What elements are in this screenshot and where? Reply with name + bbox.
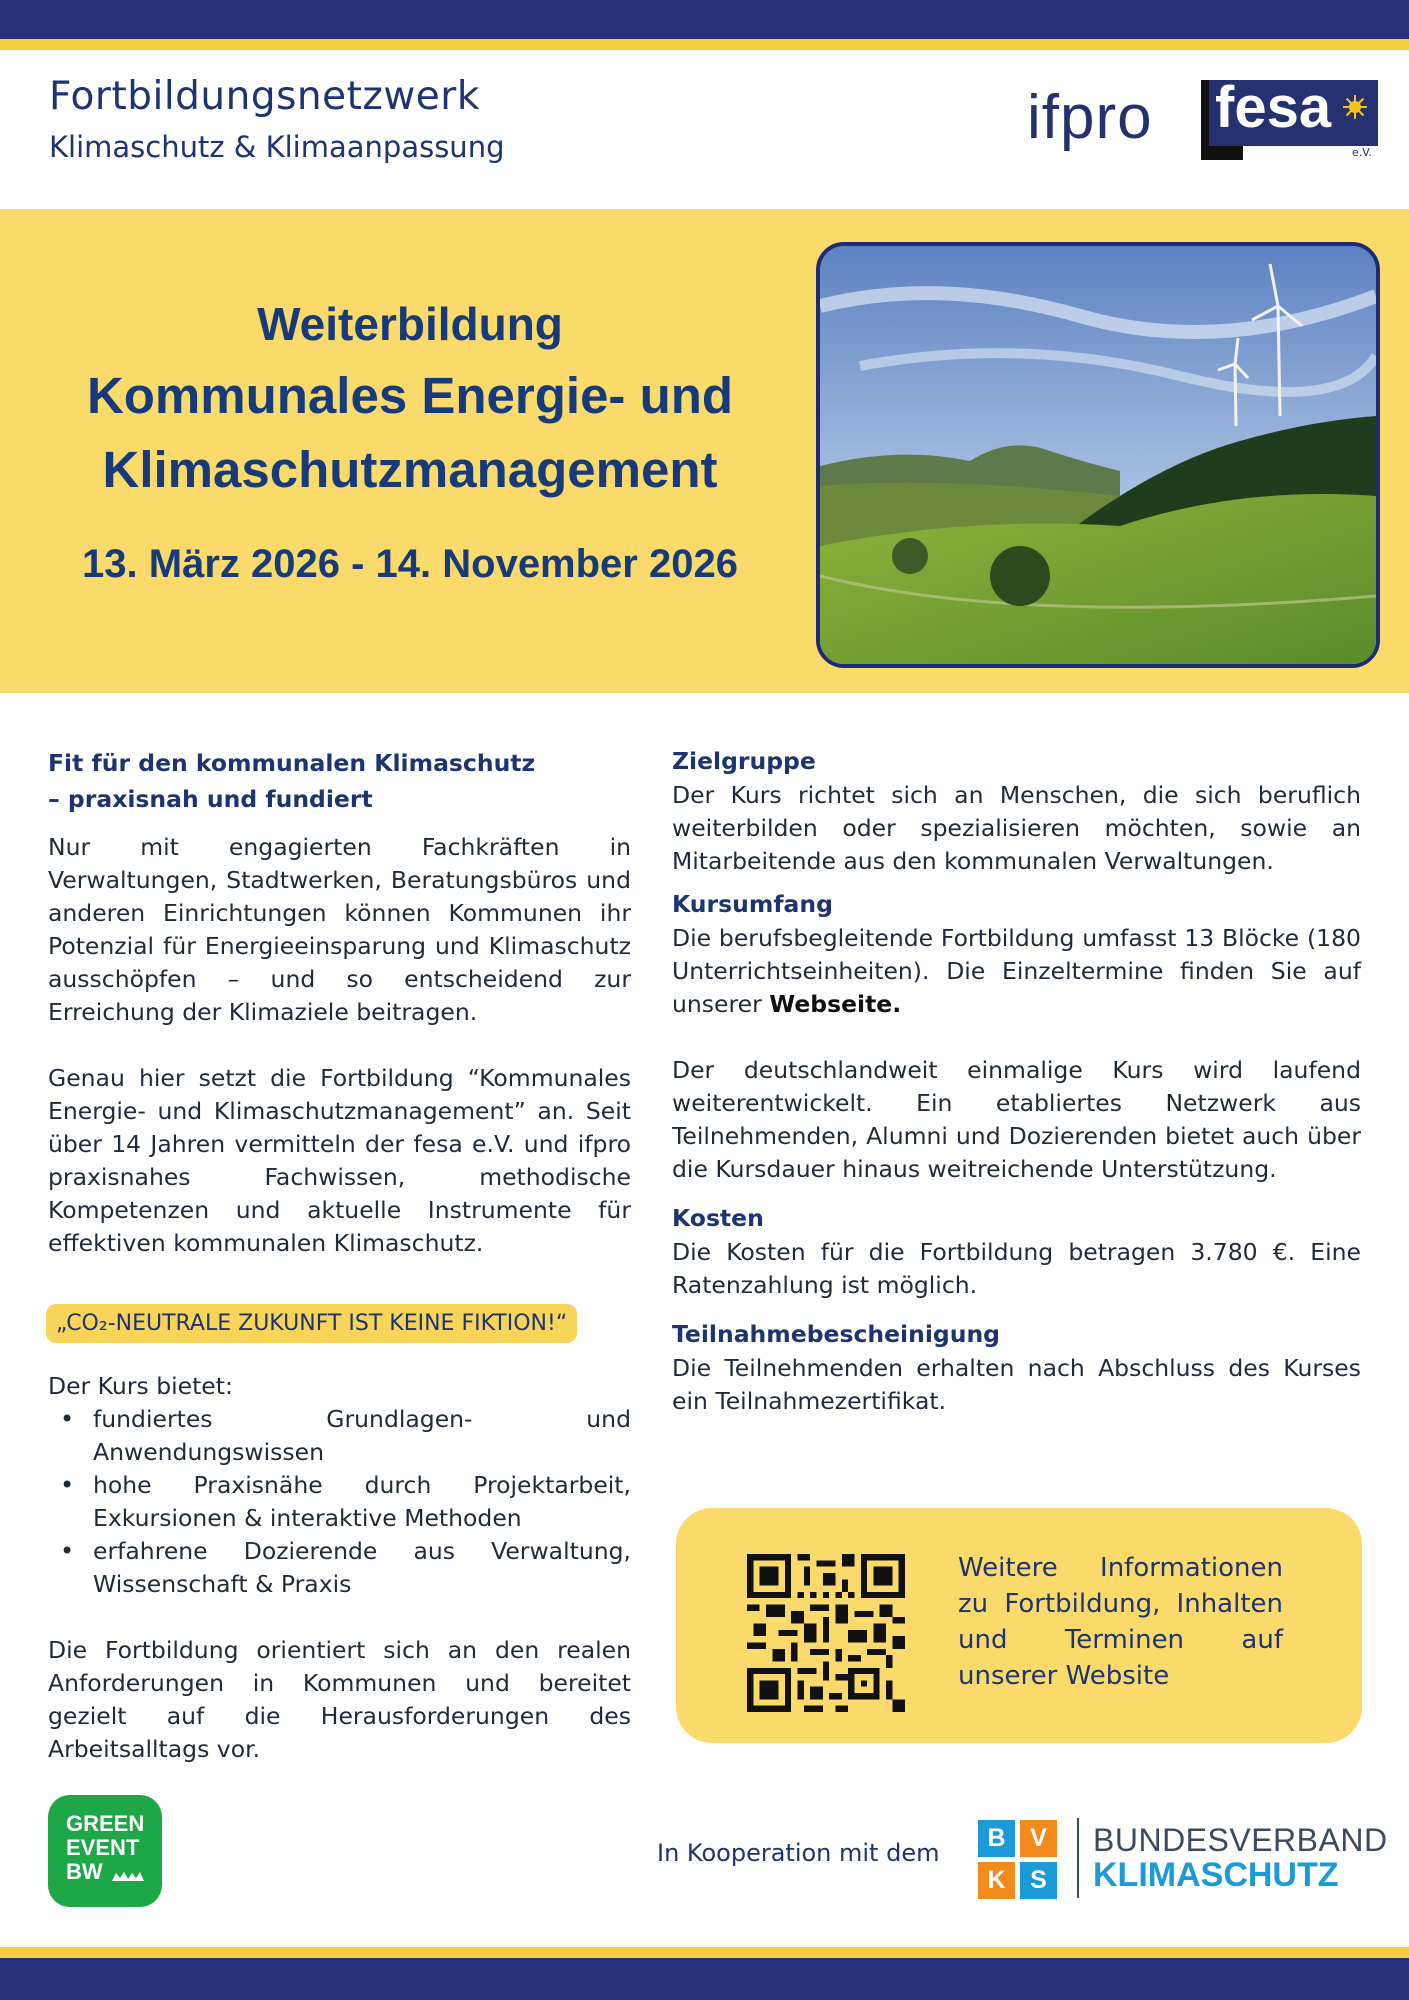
left-column bbox=[48, 745, 631, 1260]
cost-text: Die Kosten für die Fortbildung betragen 3.780 €. Eine Ratenzahlung ist möglich. bbox=[672, 1238, 1361, 1299]
network-text: Der deutschlandweit einmalige Kurs wird laufend weiterentwickelt. Ein etabliertes Netzwerk aus Teilnehmenden, Alumni und Dozierenden bietet auch über die Kursdauer hinaus weitreichende Unterstützung. bbox=[672, 1056, 1361, 1183]
target-text: Der Kurs richtet sich an Menschen, die sich beruflich weiterbilden oder spezialisieren möchten, sowie an Mitarbeitende aus den kommunalen Verwaltungen. bbox=[672, 781, 1361, 875]
intro-paragraph: Nur mit engagierten Fachkräften in Verwaltungen, Stadtwerken, Beratungsbüros und anderen Einrichtungen können Kommunen ihr Potenzial für Energieeinsparung und Klimaschutz ausschöpfen – und so entscheidend zur Erreichung der Klimaziele beitragen. bbox=[48, 833, 631, 1026]
bvks-divider bbox=[1077, 1818, 1079, 1898]
offers-list bbox=[48, 1403, 631, 1601]
lions-icon bbox=[110, 1869, 146, 1883]
more-info-text: Weitere Informationen zu Fortbildung, Inhalten und Terminen auf unserer Website bbox=[958, 1553, 1283, 1691]
ifpro-logo: ifpro bbox=[1027, 83, 1153, 152]
wind-turbine-landscape-image bbox=[820, 246, 1376, 664]
green-event-line-3: BW bbox=[66, 1859, 103, 1884]
target-heading: Zielgruppe bbox=[672, 747, 816, 775]
fesa-ev-label: e.V. bbox=[1352, 146, 1372, 159]
closing-paragraph: Die Fortbildung orientiert sich an den realen Anforderungen in Kommunen und bereitet gezielt auf die Herausforderungen des Arbeitsalltags vor. bbox=[48, 1636, 631, 1763]
landscape-photo bbox=[816, 242, 1380, 668]
scope-heading: Kursumfang bbox=[672, 890, 833, 918]
scope-text: Die berufsbegleitende Fortbildung umfasst 13 Blöcke (180 Unterrichtseinheiten). Die Einzeltermine finden Sie auf unserer bbox=[672, 924, 1361, 1018]
bvks-letter-v: V bbox=[1020, 1820, 1057, 1857]
green-event-bw-logo bbox=[48, 1795, 162, 1907]
offer-item: • erfahrene Dozierende aus Verwaltung, Wissenschaft & Praxis bbox=[48, 1535, 631, 1601]
bvks-name-line-2: KLIMASCHUTZ bbox=[1093, 1856, 1339, 1894]
hero-line-3: Klimaschutzmanagement bbox=[102, 441, 718, 498]
intro-heading-2: – praxisnah und fundiert bbox=[48, 785, 373, 813]
network-title: Fortbildungsnetzwerk bbox=[49, 74, 480, 119]
cost-heading: Kosten bbox=[672, 1204, 764, 1232]
offer-item: • fundiertes Grundlagen- und Anwendungswissen bbox=[48, 1403, 631, 1469]
slogan-badge: „CO₂-NEUTRALE ZUKUNFT IST KEINE FIKTION!“ bbox=[46, 1304, 577, 1343]
scope-paragraph bbox=[672, 922, 1361, 1021]
certificate-heading: Teilnahmebescheinigung bbox=[672, 1320, 1000, 1348]
course-dates: 13. März 2026 - 14. November 2026 bbox=[82, 542, 738, 586]
green-event-line-1: GREEN bbox=[66, 1811, 145, 1836]
hero-line-2: Kommunales Energie- und bbox=[86, 367, 734, 424]
course-description: Genau hier setzt die Fortbildung “Kommunales Energie- und Klimaschutzmanagement” an. Seit über 14 Jahren vermitteln der fesa e.V. und ifpro praxisnahes Fachwissen, methodische Kompetenzen und aktuelle Instrumente für effektiven kommunalen Klimaschutz. bbox=[48, 1064, 631, 1257]
bottom-stripe bbox=[0, 1947, 1409, 1958]
hero-line-1: Weiterbildung bbox=[257, 298, 563, 350]
offer-item: • hohe Praxisnähe durch Projektarbeit, Exkursionen & interaktive Methoden bbox=[48, 1469, 631, 1535]
fesa-logo-text: fesa bbox=[1215, 75, 1332, 140]
bottom-bar bbox=[0, 1958, 1409, 2000]
bvks-letter-b: B bbox=[978, 1820, 1015, 1857]
sun-icon bbox=[1342, 94, 1368, 120]
green-event-line-2: EVENT bbox=[66, 1835, 140, 1860]
cooperation-text: In Kooperation mit dem bbox=[657, 1839, 940, 1867]
info-box bbox=[676, 1508, 1362, 1743]
intro-heading-1: Fit für den kommunalen Klimaschutz bbox=[48, 749, 536, 777]
right-column bbox=[672, 743, 1361, 1418]
network-subtitle: Klimaschutz & Klimaanpassung bbox=[49, 130, 505, 164]
bvks-name-line-1: BUNDESVERBAND bbox=[1093, 1822, 1388, 1858]
website-link[interactable]: Webseite. bbox=[769, 990, 902, 1018]
offers-section bbox=[48, 1370, 631, 1766]
top-bar bbox=[0, 0, 1409, 39]
bvks-logo bbox=[978, 1820, 1058, 1900]
bvks-letter-s: S bbox=[1020, 1862, 1057, 1899]
certificate-text: Die Teilnehmenden erhalten nach Abschluss des Kurses ein Teilnahmezertifikat. bbox=[672, 1354, 1361, 1415]
offers-intro: Der Kurs bietet: bbox=[48, 1372, 233, 1400]
qr-code-icon[interactable] bbox=[747, 1554, 905, 1712]
bvks-letter-k: K bbox=[978, 1862, 1015, 1899]
top-stripe bbox=[0, 39, 1409, 50]
fesa-logo bbox=[1201, 75, 1378, 160]
